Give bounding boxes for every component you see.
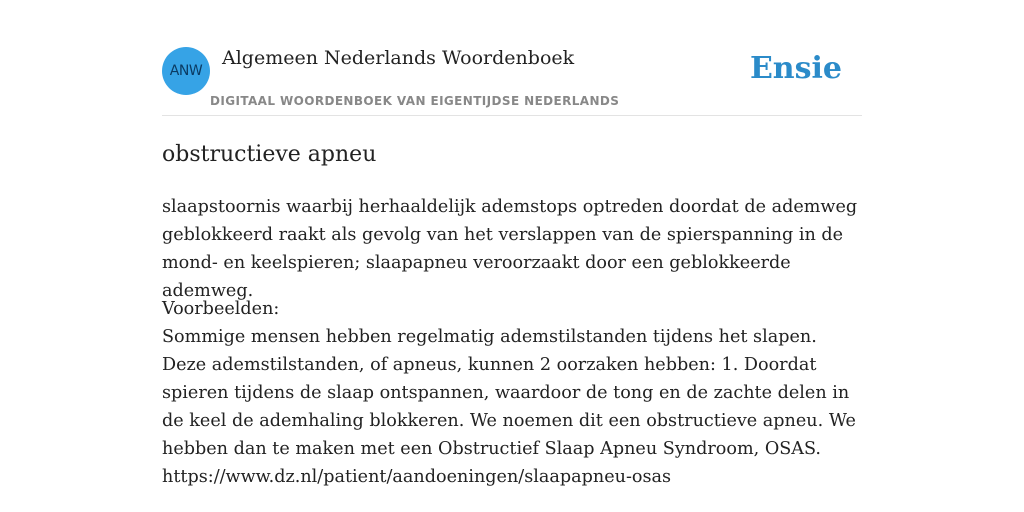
site-title[interactable]: Algemeen Nederlands Woordenboek [222,47,575,69]
entry-definition: slaapstoornis waarbij herhaaldelijk ademstops optreden doordat de ademweg geblokkeerd raakt als gevolg van het verslappen van de spierspanning in de mond- en keelspieren; slaapapneu veroorzaakt door een geblokkeerde ademweg. [162,197,858,301]
example-source-link[interactable]: https://www.dz.nl/patient/aandoeningen/slaapapneu-osas [162,467,672,487]
anw-logo-text: ANW [169,63,203,79]
header-divider [162,115,862,116]
examples-label: Voorbeelden: [162,299,280,319]
entry-headword: obstructieve apneu [162,142,377,167]
site-subtitle: DIGITAAL WOORDENBOEK VAN EIGENTIJDSE NEDERLANDS [210,94,620,108]
anw-logo[interactable] [162,47,210,95]
example-text: Sommige mensen hebben regelmatig ademstilstanden tijdens het slapen. Deze ademstilstanden, of apneus, kunnen 2 oorzaken hebben: 1. Doordat spieren tijdens de slaap ontspannen, waardoor de tong en de zachte delen in de keel de ademhaling blokkeren. We noemen dit een obstructieve apneu. We hebben dan te maken met een Obstructief Slaap Apneu Syndroom, OSAS. [162,327,856,459]
ensie-brand-logo[interactable]: Ensie [749,51,842,86]
page [162,0,862,512]
